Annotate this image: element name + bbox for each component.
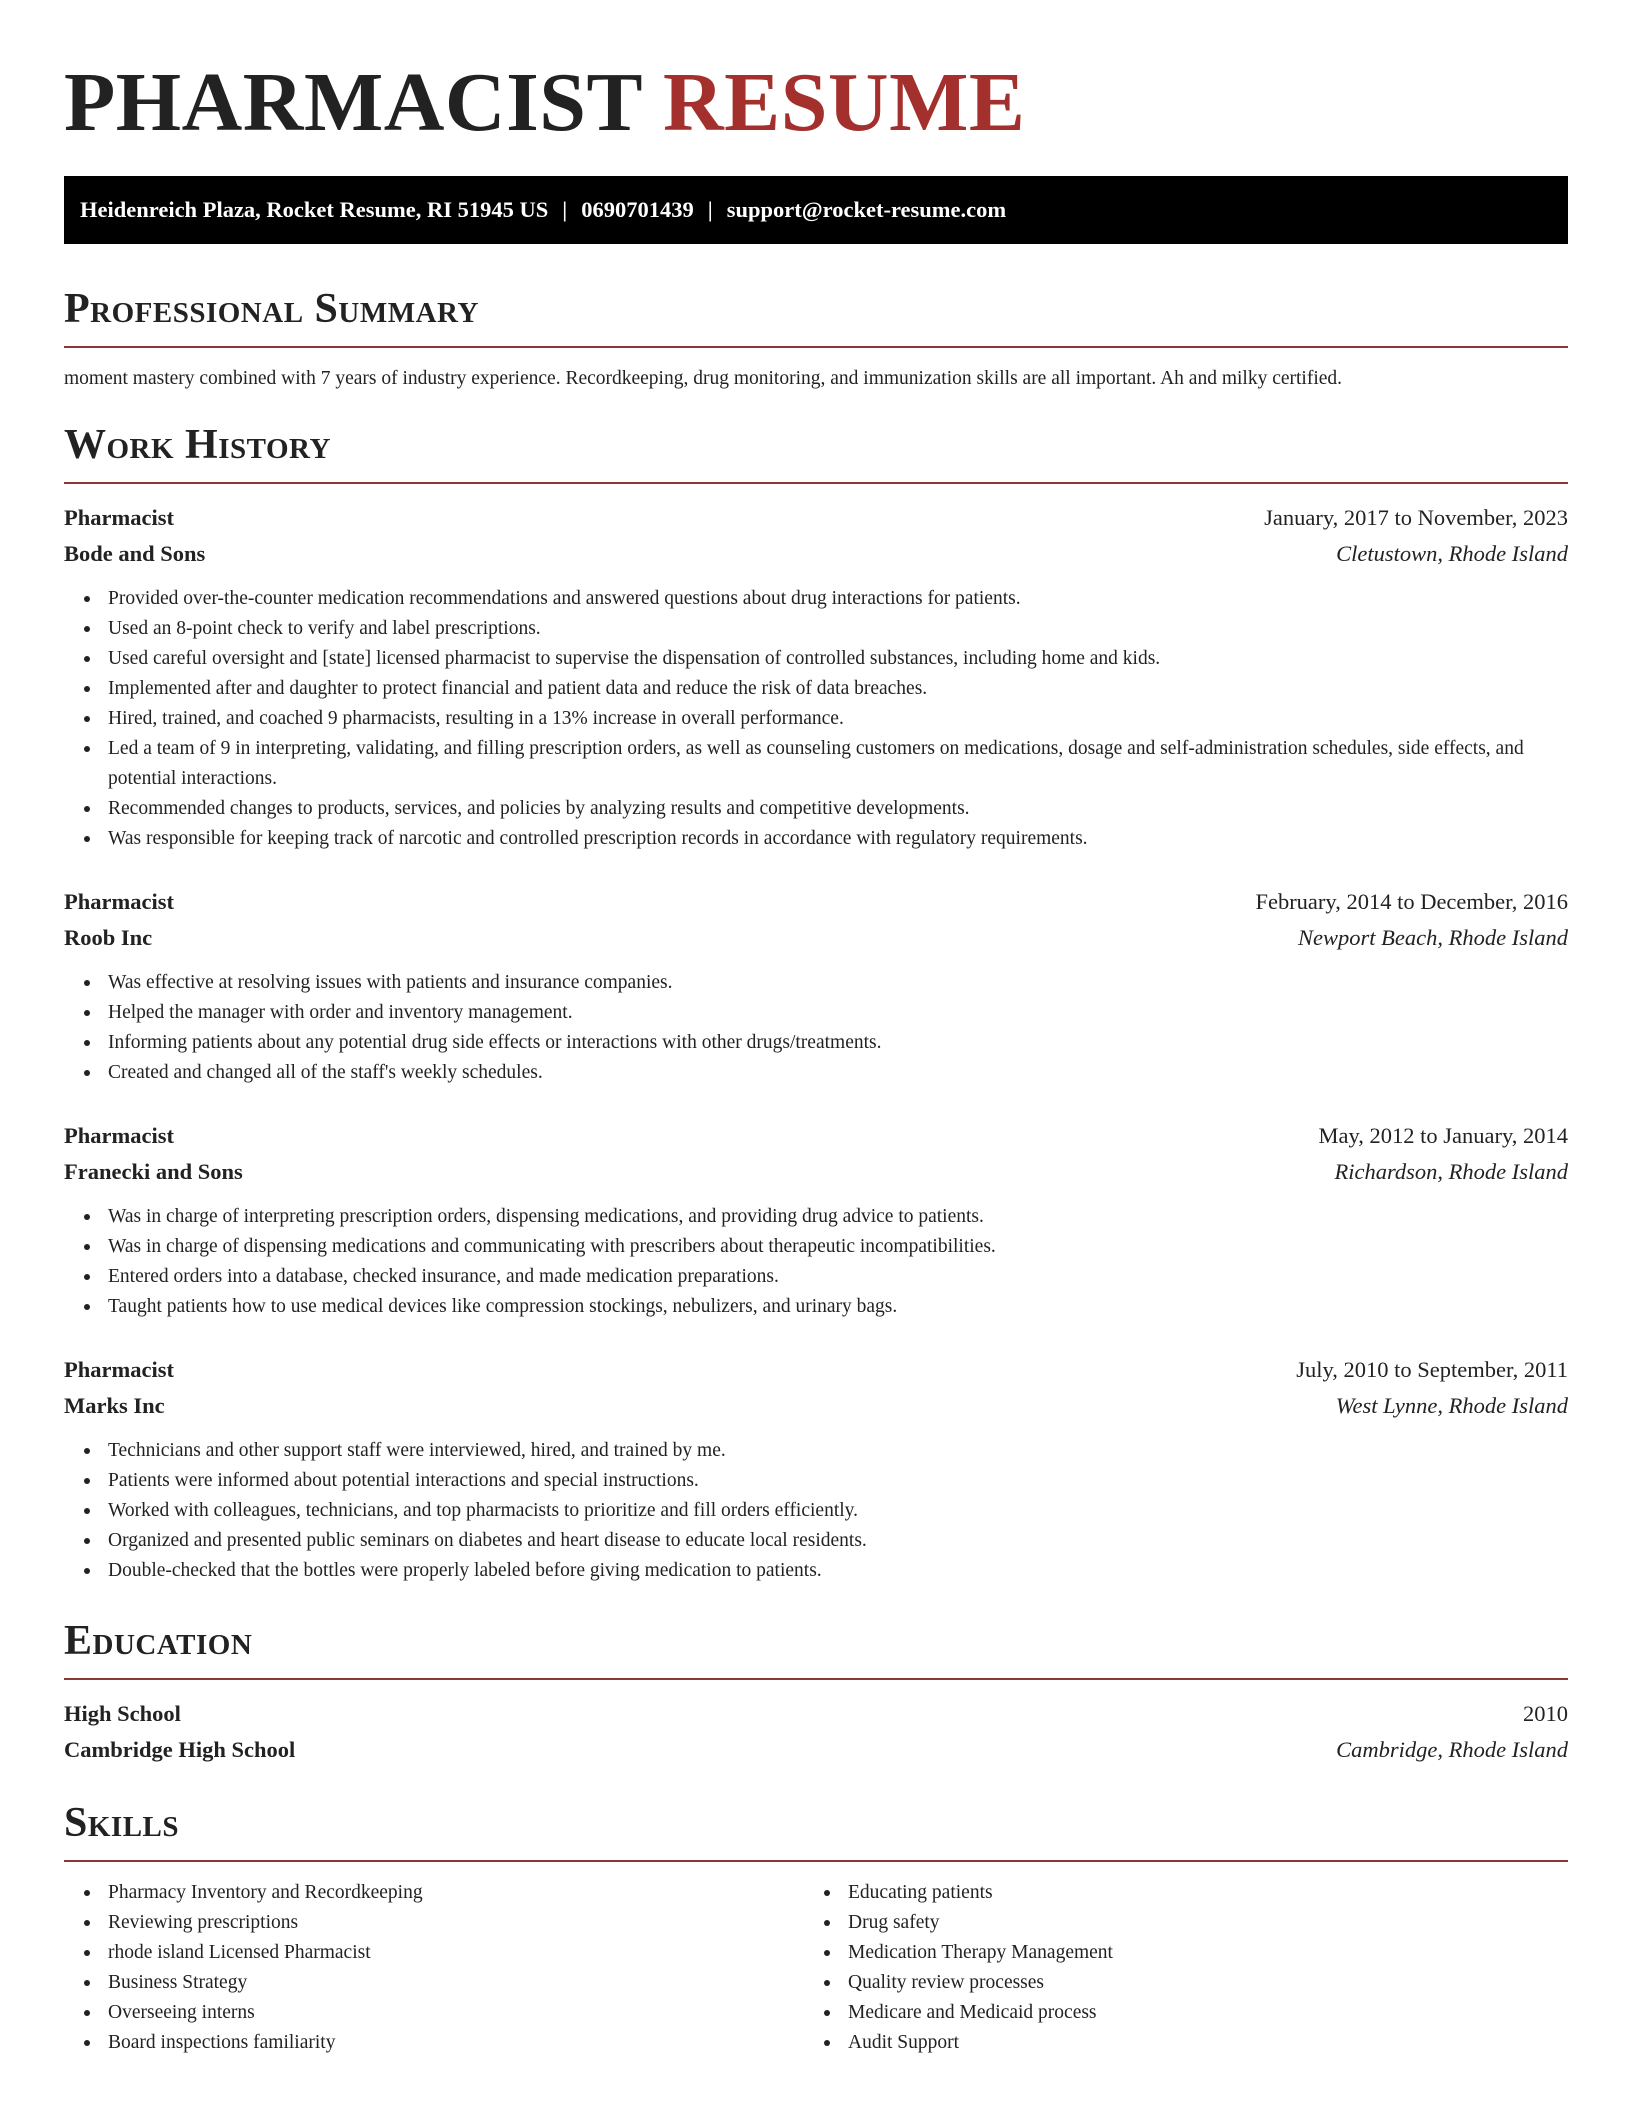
list-item: Was effective at resolving issues with patients and insurance companies.	[108, 968, 1568, 998]
job-entry	[64, 1352, 1568, 1586]
skill-item: Pharmacy Inventory and Recordkeeping	[108, 1878, 804, 1908]
job-title-row	[64, 1352, 1568, 1388]
list-item: Informing patients about any potential drug side effects or interactions with other drugs/treatments.	[108, 1028, 1568, 1058]
section-divider	[64, 482, 1568, 484]
list-item: Led a team of 9 in interpreting, validating, and filling prescription orders, as well as counseling customers on medications, dosage and self-administration schedules, side effects, and potential interactions.	[108, 734, 1568, 794]
contact-address: Heidenreich Plaza, Rocket Resume, RI 51945 US	[80, 197, 549, 222]
skills-list	[64, 1878, 804, 2058]
list-item: Created and changed all of the staff's weekly schedules.	[108, 1058, 1568, 1088]
title-accent: RESUME	[663, 56, 1026, 149]
skills-section	[64, 1798, 1568, 2058]
skill-item: rhode island Licensed Pharmacist	[108, 1938, 804, 1968]
education-section	[64, 1616, 1568, 1768]
list-item: Implemented after and daughter to protect financial and patient data and reduce the risk of data breaches.	[108, 674, 1568, 704]
job-title: Pharmacist	[64, 1357, 174, 1382]
skill-item: Quality review processes	[848, 1968, 1544, 1998]
summary-text: moment mastery combined with 7 years of industry experience. Recordkeeping, drug monitoring, and immunization skills are all important. Ah and milky certified.	[64, 368, 1343, 389]
list-item: Entered orders into a database, checked insurance, and made medication preparations.	[108, 1262, 1568, 1292]
list-item: Was responsible for keeping track of narcotic and controlled prescription records in accordance with regulatory requirements.	[108, 824, 1568, 854]
contact-separator: |	[562, 197, 568, 222]
job-title-row	[64, 884, 1568, 920]
list-item: Technicians and other support staff were interviewed, hired, and trained by me.	[108, 1436, 1568, 1466]
section-divider	[64, 1860, 1568, 1862]
job-bullets	[64, 968, 1568, 1088]
skills-grid	[64, 1878, 1568, 2058]
education-year: 2010	[1523, 1701, 1568, 1726]
job-title-row	[64, 500, 1568, 536]
contact-phone[interactable]: 0690701439	[581, 197, 694, 222]
job-company-row	[64, 1154, 1568, 1190]
education-degree-row	[64, 1696, 1568, 1732]
section-divider	[64, 1678, 1568, 1680]
skill-item: Medication Therapy Management	[848, 1938, 1544, 1968]
contact-email[interactable]: support@rocket-resume.com	[726, 197, 1007, 222]
list-item: Helped the manager with order and inventory management.	[108, 998, 1568, 1028]
list-item: Worked with colleagues, technicians, and top pharmacists to prioritize and fill orders efficiently.	[108, 1496, 1568, 1526]
job-company: Bode and Sons	[64, 541, 206, 566]
job-title: Pharmacist	[64, 889, 174, 914]
contact-bar	[64, 176, 1568, 244]
list-item: Provided over-the-counter medication recommendations and answered questions about drug interactions for patients.	[108, 584, 1568, 614]
section-divider	[64, 346, 1568, 348]
job-bullets	[64, 1202, 1568, 1322]
contact-separator: |	[707, 197, 713, 222]
skill-item: Drug safety	[848, 1908, 1544, 1938]
section-title-summary: Professional Summary	[64, 286, 479, 332]
work-history-section	[64, 420, 1568, 1586]
education-degree: High School	[64, 1701, 181, 1726]
job-company-row	[64, 1388, 1568, 1424]
job-dates: May, 2012 to January, 2014	[1318, 1123, 1568, 1148]
resume-title	[64, 56, 1568, 149]
job-company-row	[64, 536, 1568, 572]
list-item: Double-checked that the bottles were properly labeled before giving medication to patients.	[108, 1556, 1568, 1586]
skills-column-right	[804, 1878, 1544, 2058]
job-location: Richardson, Rhode Island	[1334, 1159, 1568, 1184]
job-company: Marks Inc	[64, 1393, 165, 1418]
skill-item: Overseeing interns	[108, 1998, 804, 2028]
skill-item: Audit Support	[848, 2028, 1544, 2058]
skills-list	[804, 1878, 1544, 2058]
job-dates: July, 2010 to September, 2011	[1296, 1357, 1568, 1382]
job-entry	[64, 884, 1568, 1088]
list-item: Used careful oversight and [state] licensed pharmacist to supervise the dispensation of controlled substances, including home and kids.	[108, 644, 1568, 674]
skills-column-left	[64, 1878, 804, 2058]
summary-section	[64, 284, 1568, 392]
job-location: Cletustown, Rhode Island	[1336, 541, 1568, 566]
job-company: Franecki and Sons	[64, 1159, 243, 1184]
education-school: Cambridge High School	[64, 1737, 296, 1762]
title-main: PHARMACIST	[64, 56, 642, 149]
job-bullets	[64, 1436, 1568, 1586]
list-item: Used an 8-point check to verify and label prescriptions.	[108, 614, 1568, 644]
section-title-work-history: Work History	[64, 422, 331, 468]
job-dates: January, 2017 to November, 2023	[1264, 505, 1568, 530]
skill-item: Medicare and Medicaid process	[848, 1998, 1544, 2028]
list-item: Patients were informed about potential interactions and special instructions.	[108, 1466, 1568, 1496]
list-item: Hired, trained, and coached 9 pharmacists, resulting in a 13% increase in overall performance.	[108, 704, 1568, 734]
job-entry	[64, 1118, 1568, 1322]
job-location: Newport Beach, Rhode Island	[1298, 925, 1568, 950]
skill-item: Business Strategy	[108, 1968, 804, 1998]
skill-item: Board inspections familiarity	[108, 2028, 804, 2058]
list-item: Organized and presented public seminars on diabetes and heart disease to educate local residents.	[108, 1526, 1568, 1556]
list-item: Taught patients how to use medical devices like compression stockings, nebulizers, and urinary bags.	[108, 1292, 1568, 1322]
job-company: Roob Inc	[64, 925, 153, 950]
education-entry	[64, 1696, 1568, 1768]
job-company-row	[64, 920, 1568, 956]
skill-item: Reviewing prescriptions	[108, 1908, 804, 1938]
resume-page	[64, 0, 1568, 2058]
job-bullets	[64, 584, 1568, 854]
job-entry	[64, 500, 1568, 854]
list-item: Was in charge of interpreting prescription orders, dispensing medications, and providing drug advice to patients.	[108, 1202, 1568, 1232]
job-title: Pharmacist	[64, 1123, 174, 1148]
job-dates: February, 2014 to December, 2016	[1255, 889, 1568, 914]
list-item: Recommended changes to products, services, and policies by analyzing results and competitive developments.	[108, 794, 1568, 824]
list-item: Was in charge of dispensing medications and communicating with prescribers about therapeutic incompatibilities.	[108, 1232, 1568, 1262]
education-school-row	[64, 1732, 1568, 1768]
job-location: West Lynne, Rhode Island	[1335, 1393, 1568, 1418]
education-location: Cambridge, Rhode Island	[1336, 1737, 1568, 1762]
job-title-row	[64, 1118, 1568, 1154]
section-title-education: Education	[64, 1618, 253, 1664]
section-title-skills: Skills	[64, 1800, 180, 1846]
job-title: Pharmacist	[64, 505, 174, 530]
skill-item: Educating patients	[848, 1878, 1544, 1908]
